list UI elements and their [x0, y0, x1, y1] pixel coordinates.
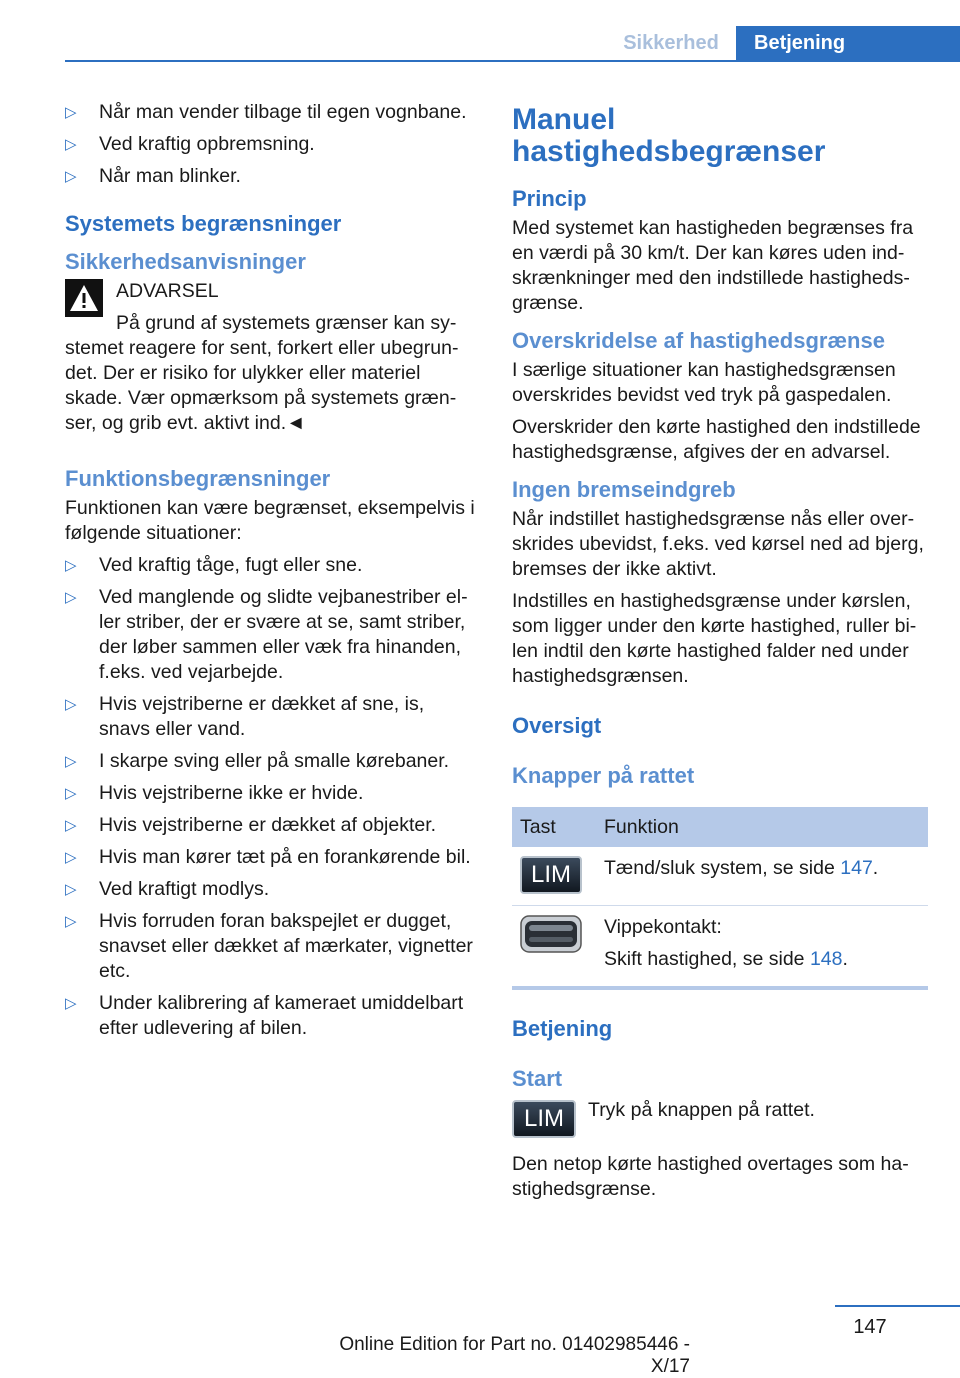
triangle-bullet-icon: ▷ [65, 849, 77, 866]
table-row: LIM Tænd/sluk system, se side 147. [512, 847, 928, 906]
principle-text: Med systemet kan hastigheden begrænses fra en værdi på 30 km/t. Der kan køres uden indskrænkninger med den indstillede hastighedsgrænse. [512, 217, 914, 314]
warning-label: ADVARSEL [116, 280, 219, 302]
heading-exceed-limit: Overskridelse af hastighedsgrænse [512, 328, 885, 353]
start-text: Tryk på knappen på rattet. [588, 1099, 815, 1121]
triangle-bullet-icon: ▷ [65, 881, 77, 898]
section-title: Manuel hastighedsbegrænser [512, 103, 826, 168]
list-item: ▷ I skarpe sving eller på smalle kørebaner. [65, 750, 450, 772]
tab-sikkerhed[interactable]: Sikkerhed [623, 32, 719, 54]
page-link-147[interactable]: 147 [840, 857, 873, 879]
footer-rule [835, 1305, 960, 1307]
list-item: ▷ Når man vender tilbage til egen vognbane. [65, 101, 467, 123]
heading-no-brake: Ingen bremseindgreb [512, 477, 736, 502]
triangle-bullet-icon: ▷ [65, 696, 77, 713]
table-row: Vippekontakt: Skift hastighed, se side 148. [512, 906, 928, 989]
list-item: ▷ Hvis man kører tæt på en forankørende bil. [65, 846, 471, 868]
heading-function-limits: Funktionsbegrænsninger [65, 466, 331, 491]
heading-operation: Betjening [512, 1016, 613, 1041]
warning-box [65, 279, 477, 436]
exceed-text-2: Overskrider den kørte hastighed den indstillede hastighedsgrænse, afgives der en advarsel. [512, 416, 921, 463]
list-item: ▷ Ved manglende og slidte vejbanestriber eller striber, der er svære at se, samt striber, der løber sammen eller væk fra hinanden, f.eks. ved vejarbejde. [65, 586, 468, 683]
bullet-list-top [65, 100, 477, 189]
page-link-148[interactable]: 148 [809, 948, 843, 970]
tab-betjening[interactable]: Betjening [736, 26, 960, 62]
page-header [0, 0, 960, 62]
triangle-bullet-icon: ▷ [65, 589, 77, 606]
header-rule [65, 60, 960, 62]
triangle-bullet-icon: ▷ [65, 557, 77, 574]
heading-start: Start [512, 1066, 563, 1091]
triangle-bullet-icon: ▷ [65, 785, 77, 802]
edition-footer: Online Edition for Part no. 01402985446 - X/17 [339, 1334, 690, 1377]
heading-system-limits: Systemets begrænsninger [65, 211, 342, 236]
column-header-key: Tast [512, 807, 596, 847]
triangle-bullet-icon: ▷ [65, 136, 77, 153]
start-after-text: Den netop kørte hastighed overtages som hastighedsgrænse. [512, 1153, 909, 1200]
triangle-bullet-icon: ▷ [65, 817, 77, 834]
buttons-table [512, 807, 928, 990]
function-intro: Funktionen kan være begrænset, eksempelvis i følgende situationer: [65, 497, 475, 544]
no-brake-text-2: Indstilles en hastighedsgrænse under kørslen, som ligger under den kørte hastighed, ruller bilen indtil den kørte hastighed falder ned under hastighedsgrænsen. [512, 590, 917, 687]
bullet-list-limits [65, 553, 477, 1041]
list-item: ▷ Når man blinker. [65, 165, 241, 187]
list-item: ▷ Hvis vejstriberne ikke er hvide. [65, 782, 364, 804]
list-item: ▷ Ved kraftig opbremsning. [65, 133, 315, 155]
start-instruction [512, 1098, 928, 1146]
warning-triangle-icon [65, 279, 103, 317]
triangle-bullet-icon: ▷ [65, 104, 77, 121]
triangle-bullet-icon: ▷ [65, 995, 77, 1012]
heading-steering-buttons: Knapper på rattet [512, 763, 695, 788]
list-item: ▷ Ved kraftig tåge, fugt eller sne. [65, 554, 363, 576]
triangle-bullet-icon: ▷ [65, 168, 77, 185]
list-item: ▷ Hvis vejstriberne er dækket af objekter. [65, 814, 437, 836]
list-item: ▷ Ved kraftigt modlys. [65, 878, 270, 900]
column-header-function: Funktion [596, 807, 928, 847]
rocker-label: Vippekontakt: [604, 916, 722, 938]
list-item: ▷ Hvis vejstriberne er dækket af sne, is, snavs eller vand. [65, 693, 425, 740]
triangle-bullet-icon: ▷ [65, 913, 77, 930]
exceed-text-1: I særlige situationer kan hastighedsgrænsen overskrides bevidst ved tryk på gaspedalen. [512, 359, 896, 406]
page-number: 147 [853, 1316, 887, 1338]
rocker-switch-icon [520, 915, 582, 953]
no-brake-text-1: Når indstillet hastighedsgrænse nås eller overskrides ubevidst, f.eks. ved kørsel ned ad bjerg, bremses der ikke aktivt. [512, 508, 924, 580]
lim-button-icon: LIM [512, 1100, 576, 1138]
right-column [512, 100, 928, 1209]
left-column [65, 100, 477, 1048]
heading-principle: Princip [512, 186, 587, 211]
list-item: ▷ Under kalibrering af kameraet umiddelbart efter udlevering af bilen. [65, 992, 464, 1039]
triangle-bullet-icon: ▷ [65, 753, 77, 770]
heading-overview: Oversigt [512, 713, 602, 738]
heading-safety-notes: Sikkerhedsanvisninger [65, 249, 306, 274]
lim-button-icon: LIM [520, 856, 582, 894]
list-item: ▷ Hvis forruden foran bakspejlet er dugget, snavset eller dækket af mærkater, vignetter etc. [65, 910, 473, 982]
warning-text: På grund af systemets grænser kan systemet reagere for sent, forkert eller ubegrundet. Der er risiko for ulykker eller materiel skade. Vær opmærksom på systemets grænser, og grib evt. aktivt ind.◄ [65, 312, 459, 434]
